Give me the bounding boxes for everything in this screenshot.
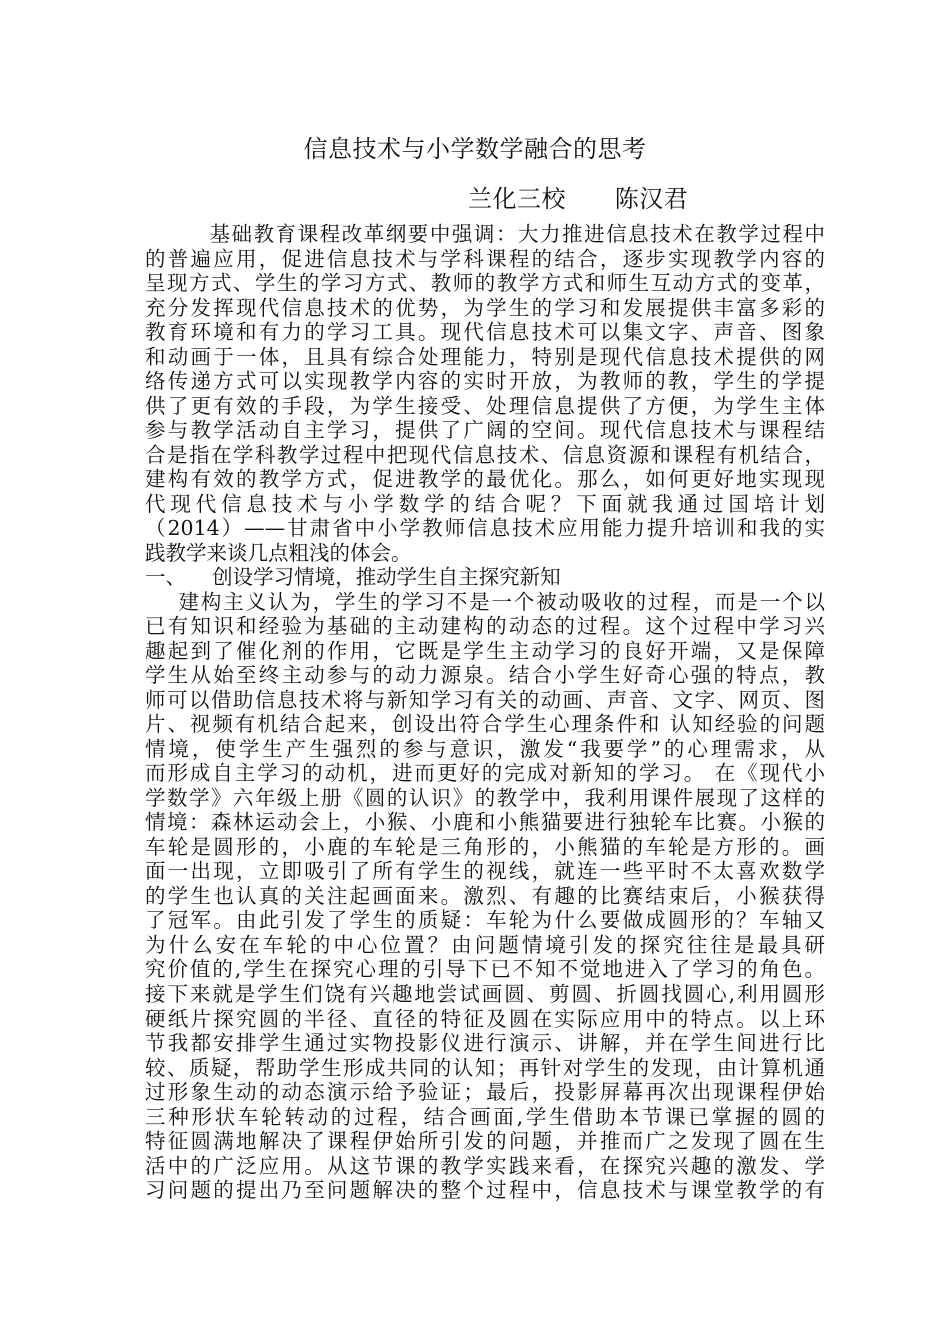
text-line: 供了更有效的手段，为学生接受、处理信息提供了方便，为学生主体	[145, 393, 825, 418]
text-line: 建构主义认为，学生的学习不是一个被动吸收的过程，而是一个以	[145, 589, 825, 614]
text-line: 趣起到了催化剂的作用，它既是学生主动学习的良好开端，又是保障	[145, 638, 825, 663]
text-line: 络传递方式可以实现教学内容的实时开放，为教师的教，学生的学提	[145, 369, 825, 394]
text-line: 而形成自主学习的动机，进而更好的完成对新知的学习。 在《现代小	[145, 761, 825, 786]
text-line: 建构有效的教学方式，促进教学的最优化。那么，如何更好地实现现	[145, 467, 825, 492]
text-line: 师可以借助信息技术将与新知学习有关的动画、声音、文字、网页、图	[145, 687, 825, 712]
text-line: （2014）——甘肃省中小学教师信息技术应用能力提升培训和我的实	[145, 516, 825, 541]
text-line: 过形象生动的动态演示给予验证；最后，投影屏幕再次出现课程伊始	[145, 1080, 825, 1105]
text-line: 和动画于一体，且具有综合处理能力，特别是现代信息技术提供的网	[145, 344, 825, 369]
document-title: 信息技术与小学数学融合的思考	[303, 135, 647, 163]
text-line: 已有知识和经验为基础的主动建构的动态的过程。这个过程中学习兴	[145, 614, 825, 639]
text-line: 学数学》六年级上册《圆的认识》的教学中，我利用课件展现了这样的	[145, 785, 825, 810]
text-line: 情境：森林运动会上，小猴、小鹿和小熊猫要进行独轮车比赛。小猴的	[145, 810, 825, 835]
text-line: 三种形状车轮转动的过程，结合画面,学生借助本节课已掌握的圆的	[145, 1104, 825, 1129]
text-line: 践教学来谈几点粗浅的体会。	[145, 540, 412, 565]
text-line: 特征圆满地解决了课程伊始所引发的问题，并推而广之发现了圆在生	[145, 1129, 825, 1154]
text-line: 呈现方式、学生的学习方式、教师的教学方式和师生互动方式的变革，	[145, 271, 825, 296]
text-line: 车轮是圆形的，小鹿的车轮是三角形的，小熊猫的车轮是方形的。画	[145, 834, 825, 859]
author-line: 兰化三校 陈汉君	[468, 185, 689, 213]
text-line: 节我都安排学生通过实物投影仪进行演示、讲解，并在学生间进行比	[145, 1031, 825, 1056]
text-line: 学生从始至终主动参与的动力源泉。结合小学生好奇心强的特点，教	[145, 663, 825, 688]
text-line: 代现代信息技术与小学数学的结合呢？下面就我通过国培计划	[145, 491, 825, 516]
text-line: 面一出现，立即吸引了所有学生的视线，就连一些平时不太喜欢数学	[145, 859, 825, 884]
text-line: 参与教学活动自主学习，提供了广阔的空间。现代信息技术与课程结	[145, 418, 825, 443]
text-line: 教育环境和有力的学习工具。现代信息技术可以集文字、声音、图象	[145, 320, 825, 345]
text-line: 一、 创设学习情境，推动学生自主探究新知	[145, 565, 561, 590]
text-line: 的普遍应用，促进信息技术与学科课程的结合，逐步实现教学内容的	[145, 246, 825, 271]
text-line: 较、质疑，帮助学生形成共同的认知；再针对学生的发现，由计算机通	[145, 1055, 825, 1080]
text-line: 接下来就是学生们饶有兴趣地尝试画圆、剪圆、折圆找圆心,利用圆形	[145, 981, 825, 1006]
text-line: 为什么安在车轮的中心位置？由问题情境引发的探究往往是最具研	[145, 932, 825, 957]
text-line: 片、视频有机结合起来，创设出符合学生心理条件和 认知经验的问题	[145, 712, 825, 737]
text-line: 习问题的提出乃至问题解决的整个过程中，信息技术与课堂教学的有	[145, 1178, 825, 1203]
text-line: 的学生也认真的关注起画面来。激烈、有趣的比赛结束后，小猴获得	[145, 883, 825, 908]
text-line: 活中的广泛应用。从这节课的教学实践来看，在探究兴趣的激发、学	[145, 1153, 825, 1178]
text-line: 究价值的,学生在探究心理的引导下已不知不觉地进入了学习的角色。	[145, 957, 825, 982]
text-line: 充分发挥现代信息技术的优势，为学生的学习和发展提供丰富多彩的	[145, 295, 825, 320]
body-text	[145, 222, 825, 1203]
text-line: 情境，使学生产生强烈的参与意识，激发“我要学”的心理需求，从	[145, 736, 825, 761]
text-line: 硬纸片探究圆的半径、直径的特征及圆在实际应用中的特点。以上环	[145, 1006, 825, 1031]
text-line: 合是指在学科教学过程中把现代信息技术、信息资源和课程有机结合，	[145, 442, 825, 467]
text-line: 了冠军。由此引发了学生的质疑：车轮为什么要做成圆形的？车轴又	[145, 908, 825, 933]
text-line: 基础教育课程改革纲要中强调：大力推进信息技术在教学过程中	[145, 222, 825, 246]
